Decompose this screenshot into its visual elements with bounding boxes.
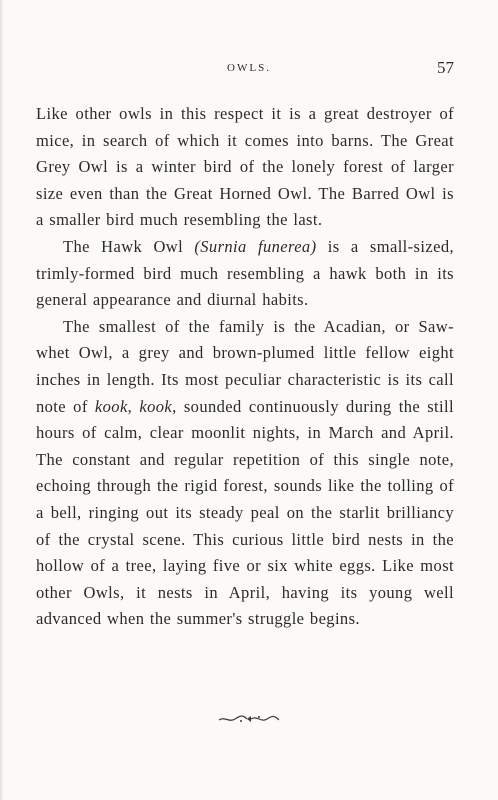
paragraph-hawk-owl [36, 234, 454, 314]
call-note-separator: , [127, 396, 140, 416]
running-title: OWLS. [227, 62, 271, 74]
paragraph-hawk-owl-lead: The Hawk Owl [63, 236, 195, 256]
page-gutter-edge [0, 0, 4, 800]
call-note-second: kook [139, 396, 173, 416]
body-text [36, 101, 454, 633]
species-name-italic: (Surnia funerea) [194, 236, 317, 256]
paragraph-acadian-owl-rest: , sounded continuously during the still hours of calm, clear moonlit nights, in March and April. The constant and regular repetition of this single note, echoing through the rigid forest, sounds like the tolling of a bell, ringing out its steady peal on the starlit brilliancy of the crystal scene. This curious little bird nests in the hollow of a tree, laying five or six white eggs. Like most other Owls, it nests in April, having its young well advanced when the summer's struggle begins. [36, 396, 454, 629]
call-note-first: kook [94, 396, 128, 416]
paragraph-acadian-owl-lead: The smallest of the family is the Acadian, or Saw-whet Owl, a grey and brown-plumed little fellow eight inches in length. Its most peculiar characteristic is its call note of [36, 316, 454, 416]
paragraph-acadian-owl [36, 314, 454, 633]
running-header [0, 58, 498, 78]
page-number: 57 [437, 58, 454, 77]
tailpiece-flourish-icon [217, 712, 281, 726]
paragraph-hawk-owl-rest: is a small-sized, trimly-formed bird much resembling a hawk both in its general appearance and diurnal habits. [36, 236, 454, 310]
paragraph-continuation: Like other owls in this respect it is a great destroyer of mice, in search of which it comes into barns. The Great Grey Owl is a winter bird of the lonely forest of larger size even than the Great Horned Owl. The Barred Owl is a smaller bird much resembling the last. [36, 104, 454, 230]
tailpiece-ornament [0, 712, 498, 732]
